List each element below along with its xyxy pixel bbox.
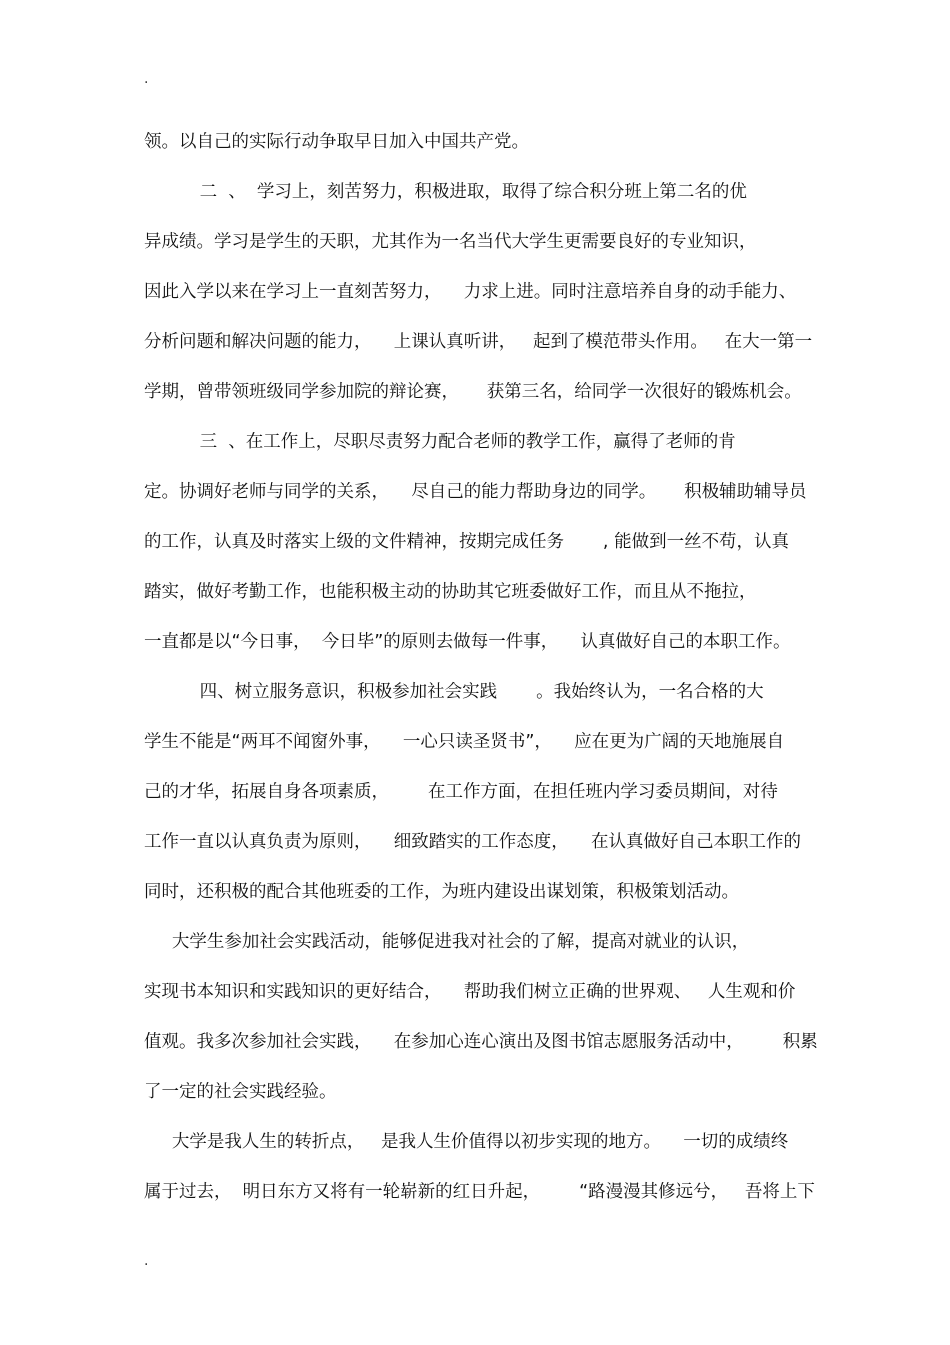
- text-line-17: 大学生参加社会实践活动，能够促进我对社会的了解，提高对就业的认识，: [144, 932, 750, 952]
- text-line-10: 踏实，做好考勤工作，也能积极主动的协助其它班委做好工作，而且从不拖拉，: [144, 582, 757, 602]
- text-line-13: 学生不能是“两耳不闻窗外事， 一心只读圣贤书”， 应在更为广阔的天地施展自: [144, 732, 785, 752]
- text-line-5: 分析问题和解决问题的能力， 上课认真听讲， 起到了模范带头作用。 在大一第一: [144, 332, 813, 352]
- text-line-2: 二 、 学习上，刻苦努力，积极进取，取得了综合积分班上第二名的优: [144, 182, 747, 202]
- text-line-14: 己的才华，拓展自身各项素质， 在工作方面，在担任班内学习委员期间，对待: [144, 782, 778, 802]
- text-line-21: 大学是我人生的转折点， 是我人生价值得以初步实现的地方。 一切的成绩终: [144, 1132, 789, 1152]
- text-line-7: 三 、在工作上，尽职尽责努力配合老师的教学工作，赢得了老师的肯: [144, 432, 736, 452]
- text-line-20: 了一定的社会实践经验。: [144, 1082, 337, 1102]
- text-line-12: 四、树立服务意识，积极参加社会实践 。我始终认为，一名合格的大: [144, 682, 764, 702]
- text-line-15: 工作一直以认真负责为原则， 细致踏实的工作态度， 在认真做好自己本职工作的: [144, 832, 801, 852]
- text-line-6: 学期，曾带领班级同学参加院的辩论赛， 获第三名，给同学一次很好的锻炼机会。: [144, 382, 802, 402]
- text-line-4: 因此入学以来在学习上一直刻苦努力， 力求上进。同时注意培养自身的动手能力、: [144, 282, 797, 302]
- text-line-22: 属于过去， 明日东方又将有一轮崭新的红日升起， “路漫漫其修远兮， 吾将上下: [144, 1182, 815, 1202]
- text-line-16: 同时，还积极的配合其他班委的工作，为班内建设出谋划策，积极策划活动。: [144, 882, 739, 902]
- page-top-mark: .: [144, 71, 149, 87]
- text-line-8: 定。协调好老师与同学的关系， 尽自己的能力帮助身边的同学。 积极辅助辅导员: [144, 482, 807, 502]
- text-line-19: 值观。我多次参加社会实践， 在参加心连心演出及图书馆志愿服务活动中， 积累: [144, 1032, 818, 1052]
- text-line-3: 异成绩。学习是学生的天职，尤其作为一名当代大学生更需要良好的专业知识，: [144, 232, 757, 252]
- page-bottom-mark: .: [144, 1253, 149, 1269]
- text-line-1: 领。以自己的实际行动争取早日加入中国共产党。: [144, 132, 529, 152]
- text-line-11: 一直都是以“今日事， 今日毕”的原则去做每一件事， 认真做好自己的本职工作。: [144, 632, 791, 652]
- text-line-18: 实现书本知识和实践知识的更好结合， 帮助我们树立正确的世界观、 人生观和价: [144, 982, 796, 1002]
- text-line-9: 的工作，认真及时落实上级的文件精神，按期完成任务 , 能做到一丝不苟，认真: [144, 532, 790, 552]
